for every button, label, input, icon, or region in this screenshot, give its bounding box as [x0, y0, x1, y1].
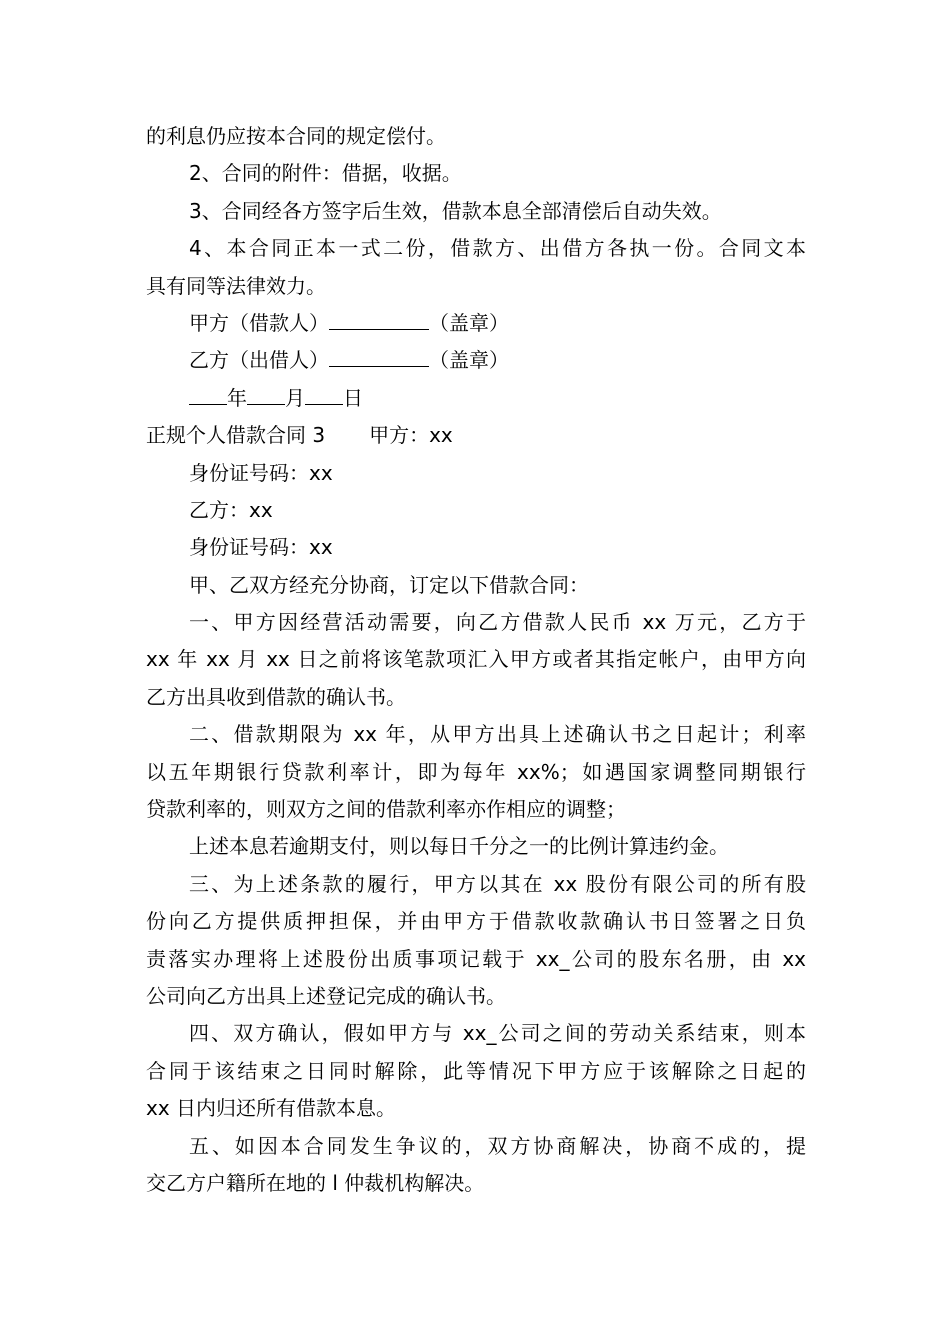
text-line: 上述本息若逾期支付，则以每日千分之一的比例计算违约金。 — [189, 834, 729, 859]
signature-label: 甲方（借款人） — [189, 310, 329, 335]
text-line: 合同于该结束之日同时解除，此等情况下甲方应于该解除之日起的 — [146, 1058, 806, 1083]
text-line: 五、如因本合同发生争议的，双方协商解决，协商不成的，提 — [189, 1133, 806, 1158]
text-line: 贷款利率的，则双方之间的借款利率亦作相应的调整； — [146, 797, 626, 822]
text-line: 乙方出具收到借款的确认书。 — [146, 684, 406, 709]
text-line: 甲、乙双方经充分协商，订定以下借款合同： — [189, 572, 589, 597]
signature-blank — [329, 366, 429, 367]
signature-label: 乙方（出借人） — [189, 348, 329, 373]
text-line: 4、本合同正本一式二份，借款方、出借方各执一份。合同文本 — [189, 236, 806, 261]
text-line: 二、借款期限为 xx 年，从甲方出具上述确认书之日起计；利率 — [189, 722, 806, 747]
signature-line-party-a — [146, 305, 806, 342]
date-month-label: 月 — [285, 385, 305, 410]
date-day-label: 日 — [343, 385, 363, 410]
date-blank — [189, 404, 227, 405]
text-line: 以五年期银行贷款利率计，即为每年 xx%；如遇国家调整同期银行 — [146, 759, 806, 784]
date-line — [146, 380, 806, 417]
text-line: 交乙方户籍所在地的 l 仲裁机构解决。 — [146, 1170, 485, 1195]
signature-line-party-b — [146, 342, 806, 379]
text-line: 一、甲方因经营活动需要，向乙方借款人民币 xx 万元，乙方于 — [189, 610, 806, 635]
contract-3-heading-line — [146, 417, 806, 454]
text-line: 责落实办理将上述股份出质事项记载于 xx_公司的股东名册，由 xx — [146, 946, 806, 971]
signature-blank — [329, 329, 429, 330]
party-a: 甲方：xx — [369, 423, 453, 448]
text-line: 公司向乙方出具上述登记完成的确认书。 — [146, 983, 506, 1008]
text-line: 具有同等法律效力。 — [146, 273, 326, 298]
contract-title: 正规个人借款合同 3 — [146, 423, 326, 448]
seal-label: （盖章） — [429, 310, 509, 335]
text-line: 2、合同的附件：借据，收据。 — [189, 161, 462, 186]
text-line: 四、双方确认，假如甲方与 xx_公司之间的劳动关系结束，则本 — [189, 1021, 806, 1046]
date-blank — [305, 404, 343, 405]
text-line: 的利息仍应按本合同的规定偿付。 — [146, 124, 446, 148]
text-line: 身份证号码：xx — [189, 535, 333, 560]
seal-label: （盖章） — [429, 348, 509, 373]
document-page — [146, 118, 806, 1202]
date-blank — [247, 404, 285, 405]
text-line: 3、合同经各方签字后生效，借款本息全部清偿后自动失效。 — [189, 198, 722, 223]
text-line: xx 日内归还所有借款本息。 — [146, 1096, 397, 1121]
text-line: 乙方：xx — [189, 497, 273, 522]
text-line: 身份证号码：xx — [189, 460, 333, 485]
text-line: 三、为上述条款的履行，甲方以其在 xx 股份有限公司的所有股 — [189, 871, 806, 896]
text-line: 份向乙方提供质押担保，并由甲方于借款收款确认书日签署之日负 — [146, 909, 806, 934]
text-line: xx 年 xx 月 xx 日之前将该笔款项汇入甲方或者其指定帐户，由甲方向 — [146, 647, 806, 672]
date-year-label: 年 — [227, 385, 247, 410]
